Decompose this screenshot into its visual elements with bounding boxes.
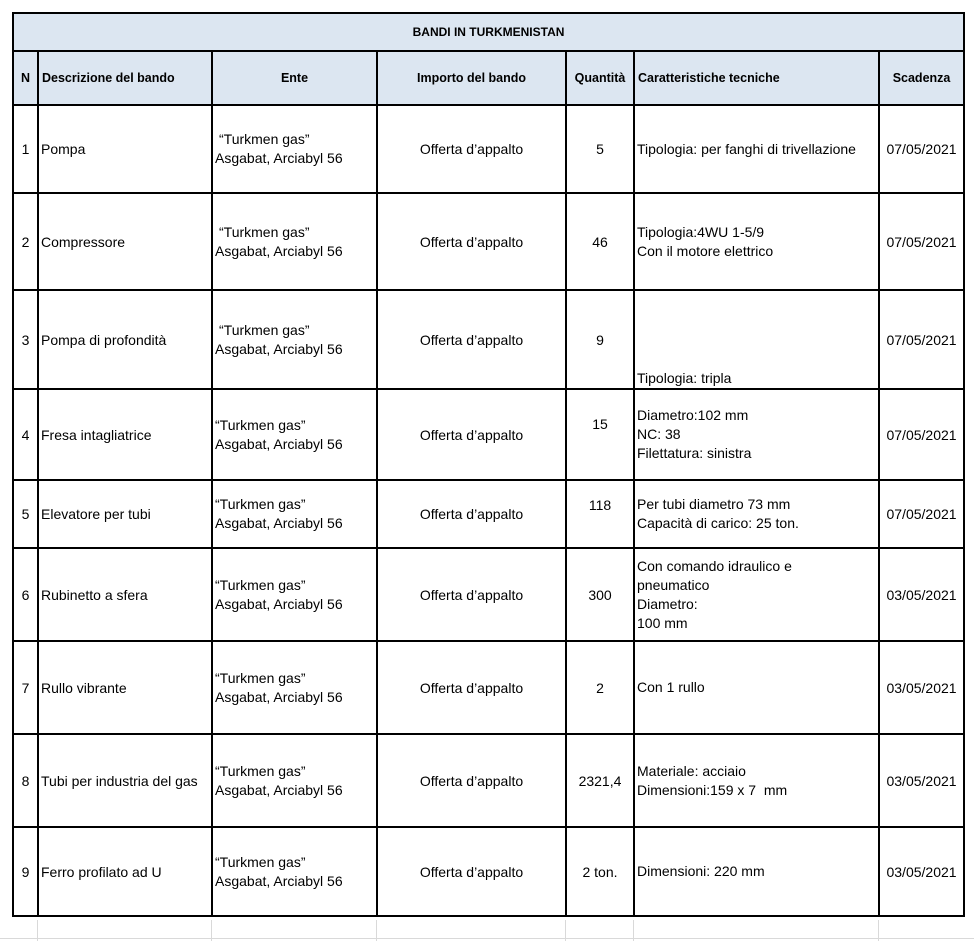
table-row <box>13 105 964 193</box>
spec-line: Con il motore elettrico <box>637 242 774 259</box>
table-title[interactable]: BANDI IN TURKMENISTAN <box>13 13 964 51</box>
ente-name: “Turkmen gas” <box>215 762 306 779</box>
table-row <box>13 389 964 480</box>
table-row <box>13 734 964 827</box>
header-descrizione[interactable]: Descrizione del bando <box>38 51 212 105</box>
cell-descrizione[interactable]: Pompa <box>38 105 212 193</box>
cell-quantita[interactable]: 9 <box>566 290 634 389</box>
cell-caratteristiche[interactable] <box>634 105 879 193</box>
cell-quantita[interactable]: 300 <box>566 548 634 641</box>
cell-n[interactable]: 7 <box>13 641 38 734</box>
ente-address: Asgabat, Arciabyl 56 <box>215 688 343 705</box>
ente-address: Asgabat, Arciabyl 56 <box>215 595 343 612</box>
cell-caratteristiche[interactable] <box>634 734 879 827</box>
header-caratteristiche[interactable]: Caratteristiche tecniche <box>634 51 879 105</box>
cell-importo[interactable]: Offerta d’appalto <box>377 193 566 290</box>
cell-quantita[interactable]: 2 <box>566 641 634 734</box>
table-row <box>13 193 964 290</box>
cell-scadenza[interactable]: 07/05/2021 <box>879 193 964 290</box>
table-row <box>13 641 964 734</box>
header-quantita[interactable]: Quantità <box>566 51 634 105</box>
cell-caratteristiche[interactable] <box>634 480 879 548</box>
ente-name: “Turkmen gas” <box>215 416 306 433</box>
table-header-row <box>13 51 964 105</box>
cell-descrizione[interactable]: Rullo vibrante <box>38 641 212 734</box>
cell-importo[interactable]: Offerta d’appalto <box>377 641 566 734</box>
cell-importo[interactable]: Offerta d’appalto <box>377 480 566 548</box>
cell-n[interactable]: 6 <box>13 548 38 641</box>
spec-line: Tipologia: tripla <box>637 370 732 386</box>
ente-address: Asgabat, Arciabyl 56 <box>215 242 343 259</box>
cell-descrizione[interactable]: Elevatore per tubi <box>38 480 212 548</box>
cell-caratteristiche[interactable] <box>634 827 879 916</box>
cell-ente[interactable] <box>212 480 377 548</box>
ente-address: Asgabat, Arciabyl 56 <box>215 515 343 531</box>
ente-address: Asgabat, Arciabyl 56 <box>215 872 343 889</box>
spec-line <box>637 576 876 614</box>
ente-address: Asgabat, Arciabyl 56 <box>215 435 343 452</box>
cell-ente[interactable] <box>212 641 377 734</box>
ente-name: “Turkmen gas” <box>219 321 310 338</box>
spec-line: NC: 38 <box>637 426 681 442</box>
spec-line: Diametro:102 mm <box>637 407 749 423</box>
cell-descrizione[interactable]: Tubi per industria del gas <box>38 734 212 827</box>
cell-scadenza[interactable]: 07/05/2021 <box>879 480 964 548</box>
spec-line: Materiale: acciaio <box>637 762 746 779</box>
cell-n[interactable]: 4 <box>13 389 38 480</box>
cell-ente[interactable] <box>212 548 377 641</box>
cell-n[interactable]: 5 <box>13 480 38 548</box>
cell-importo[interactable]: Offerta d’appalto <box>377 734 566 827</box>
cell-importo[interactable]: Offerta d’appalto <box>377 389 566 480</box>
spec-fragment: pneumatico <box>637 576 710 593</box>
spec-line: Con comando idraulico e <box>637 557 792 574</box>
header-ente[interactable]: Ente <box>212 51 377 105</box>
cell-importo[interactable]: Offerta d’appalto <box>377 827 566 916</box>
bandi-table <box>12 12 965 917</box>
spec-line: Per tubi diametro 73 mm <box>637 496 791 512</box>
cell-descrizione[interactable]: Ferro profilato ad U <box>38 827 212 916</box>
spec-line: Tipologia:4WU 1-5/9 <box>637 223 765 240</box>
cell-ente[interactable] <box>212 193 377 290</box>
spec-line: Dimensioni:159 x 7 mm <box>637 781 788 798</box>
cell-scadenza[interactable]: 03/05/2021 <box>879 827 964 916</box>
cell-ente[interactable] <box>212 827 377 916</box>
cell-n[interactable]: 9 <box>13 827 38 916</box>
grid-line <box>0 938 974 939</box>
spec-line: Tipologia: per fanghi di trivellazione <box>637 140 856 157</box>
spec-line: Con 1 rullo <box>637 679 705 695</box>
cell-caratteristiche[interactable] <box>634 641 879 734</box>
cell-caratteristiche[interactable] <box>634 548 879 641</box>
cell-scadenza[interactable]: 07/05/2021 <box>879 105 964 193</box>
spec-fragment: Diametro: <box>637 595 698 612</box>
ente-address: Asgabat, Arciabyl 56 <box>215 781 343 798</box>
ente-name: “Turkmen gas” <box>215 576 306 593</box>
table-row <box>13 290 964 389</box>
cell-quantita[interactable]: 15 <box>566 389 634 480</box>
cell-quantita[interactable]: 118 <box>566 480 634 548</box>
cell-importo[interactable]: Offerta d’appalto <box>377 290 566 389</box>
cell-n[interactable]: 3 <box>13 290 38 389</box>
spec-line: Filettatura: sinistra <box>637 445 752 461</box>
ente-address: Asgabat, Arciabyl 56 <box>215 340 343 357</box>
cell-descrizione[interactable]: Compressore <box>38 193 212 290</box>
cell-descrizione[interactable]: Rubinetto a sfera <box>38 548 212 641</box>
cell-quantita[interactable]: 2 ton. <box>566 827 634 916</box>
cell-n[interactable]: 1 <box>13 105 38 193</box>
cell-scadenza[interactable]: 07/05/2021 <box>879 290 964 389</box>
cell-descrizione[interactable]: Fresa intagliatrice <box>38 389 212 480</box>
header-n[interactable]: N <box>13 51 38 105</box>
cell-scadenza[interactable]: 03/05/2021 <box>879 548 964 641</box>
cell-ente[interactable] <box>212 734 377 827</box>
cell-ente[interactable] <box>212 290 377 389</box>
header-importo[interactable]: Importo del bando <box>377 51 566 105</box>
cell-caratteristiche[interactable] <box>634 193 879 290</box>
spec-line: Capacità di carico: 25 ton. <box>637 515 799 531</box>
table-row <box>13 480 964 548</box>
cell-n[interactable]: 2 <box>13 193 38 290</box>
ente-name: “Turkmen gas” <box>215 853 306 870</box>
table-row <box>13 548 964 641</box>
cell-quantita[interactable]: 5 <box>566 105 634 193</box>
cell-quantita[interactable]: 2321,4 <box>566 734 634 827</box>
cell-scadenza[interactable]: 03/05/2021 <box>879 641 964 734</box>
cell-n[interactable]: 8 <box>13 734 38 827</box>
header-scadenza[interactable]: Scadenza <box>879 51 964 105</box>
spec-line: 100 mm <box>637 614 688 631</box>
cell-quantita[interactable]: 46 <box>566 193 634 290</box>
table-title-row <box>13 13 964 51</box>
ente-name: “Turkmen gas” <box>219 223 310 240</box>
table-row <box>13 827 964 916</box>
cell-caratteristiche[interactable] <box>634 389 879 480</box>
ente-address: Asgabat, Arciabyl 56 <box>215 150 343 166</box>
cell-descrizione[interactable]: Pompa di profondità <box>38 290 212 389</box>
cell-ente[interactable] <box>212 105 377 193</box>
ente-name: “Turkmen gas” <box>215 669 306 686</box>
cell-importo[interactable]: Offerta d’appalto <box>377 548 566 641</box>
ente-name: “Turkmen gas” <box>215 496 306 512</box>
cell-importo[interactable]: Offerta d’appalto <box>377 105 566 193</box>
cell-caratteristiche[interactable] <box>634 290 879 389</box>
ente-name: “Turkmen gas” <box>219 131 310 147</box>
cell-ente[interactable] <box>212 389 377 480</box>
spec-line: Dimensioni: 220 mm <box>637 863 765 879</box>
cell-scadenza[interactable]: 03/05/2021 <box>879 734 964 827</box>
cell-scadenza[interactable]: 07/05/2021 <box>879 389 964 480</box>
